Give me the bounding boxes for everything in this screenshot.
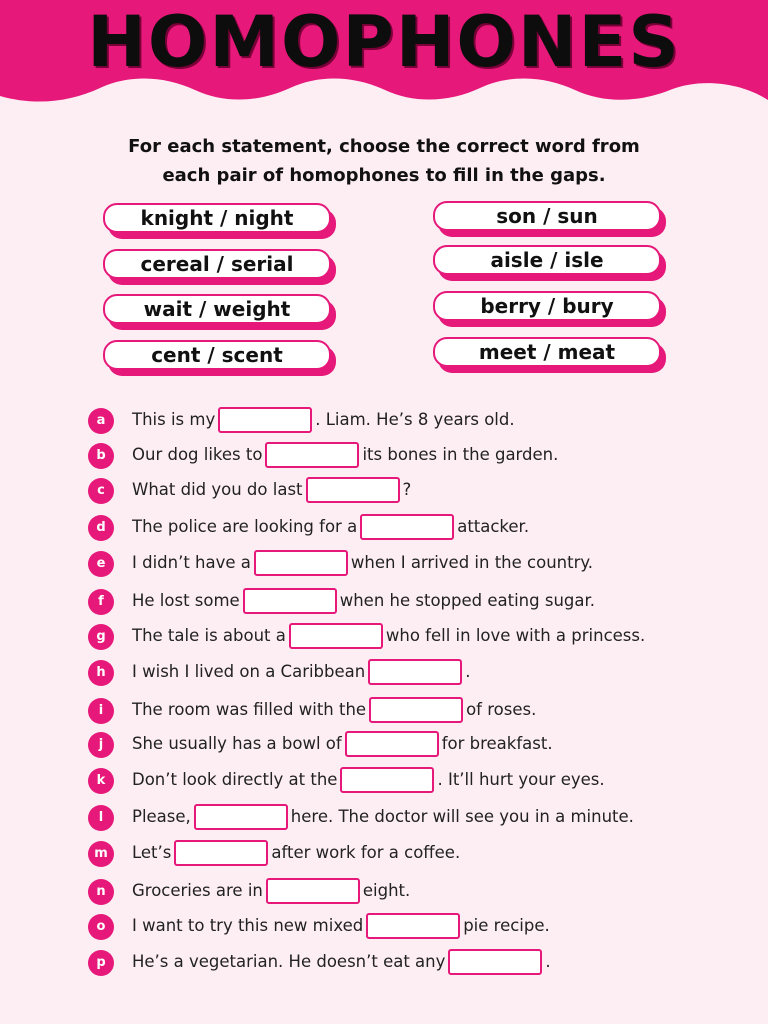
sentence-text-after: eight. (362, 881, 411, 900)
pair-pill: berry / bury (433, 291, 661, 321)
answer-blank[interactable] (448, 949, 542, 975)
pair-pill: aisle / isle (433, 245, 661, 275)
sentence-text-after: of roses. (466, 700, 537, 719)
answer-blank[interactable] (265, 442, 359, 468)
item-letter-badge: n (88, 879, 114, 905)
item-letter-badge: j (88, 732, 114, 758)
sentence-text-before: This is my (132, 410, 216, 429)
item-letter-badge: d (88, 515, 114, 541)
item-letter-badge: b (88, 443, 114, 469)
answer-blank[interactable] (345, 731, 439, 757)
sentence-text-after: ? (402, 480, 412, 499)
item-letter-badge: i (88, 698, 114, 724)
answer-blank[interactable] (340, 767, 434, 793)
pair-pill: knight / night (103, 203, 331, 233)
sentence-text-before: I didn’t have a (132, 553, 251, 572)
sentence-row (88, 405, 748, 435)
answer-blank[interactable] (174, 840, 268, 866)
sentence-text-before: I wish I lived on a Caribbean (132, 662, 366, 681)
sentence-row (88, 586, 748, 616)
sentence-text-after: its bones in the garden. (362, 445, 559, 464)
sentence-text-after: when I arrived in the country. (350, 553, 594, 572)
answer-blank[interactable] (289, 623, 383, 649)
page-title: HOMOPHONES (87, 1, 681, 83)
sentence-row (88, 475, 748, 505)
sentence-row (88, 876, 748, 906)
sentence-text-before: What did you do last (132, 480, 303, 499)
sentence-text-after: after work for a coffee. (271, 843, 461, 862)
sentence-text-before: I want to try this new mixed (132, 916, 364, 935)
sentence-text-after: . It’ll hurt your eyes. (437, 770, 605, 789)
sentence-text-after: . (545, 952, 551, 971)
sentence-row (88, 729, 748, 759)
item-letter-badge: a (88, 408, 114, 434)
answer-blank[interactable] (306, 477, 400, 503)
item-letter-badge: c (88, 478, 114, 504)
sentence-row (88, 947, 748, 977)
item-letter-badge: h (88, 660, 114, 686)
sentence-text-before: Don’t look directly at the (132, 770, 338, 789)
sentence-row (88, 695, 748, 725)
sentence-text-before: The tale is about a (132, 626, 286, 645)
answer-blank[interactable] (369, 697, 463, 723)
pair-pill: meet / meat (433, 337, 661, 367)
instructions-line-2: each pair of homophones to fill in the gaps. (162, 165, 606, 186)
sentence-row (88, 911, 748, 941)
answer-blank[interactable] (218, 407, 312, 433)
instructions-line-1: For each statement, choose the correct word from (128, 136, 640, 157)
sentence-text-after: when he stopped eating sugar. (339, 591, 596, 610)
sentence-text-before: Let’s (132, 843, 172, 862)
sentence-row (88, 802, 748, 832)
answer-blank[interactable] (266, 878, 360, 904)
sentence-row (88, 548, 748, 578)
item-letter-badge: l (88, 805, 114, 831)
sentence-text-after: attacker. (457, 517, 530, 536)
sentence-text-before: Please, (132, 807, 191, 826)
answer-blank[interactable] (243, 588, 337, 614)
sentence-text-after: who fell in love with a princess. (385, 626, 646, 645)
item-letter-badge: f (88, 589, 114, 615)
instructions (84, 132, 684, 190)
answer-blank[interactable] (368, 659, 462, 685)
sentence-row (88, 657, 748, 687)
sentence-text-after: for breakfast. (441, 734, 553, 753)
sentence-row (88, 765, 748, 795)
item-letter-badge: e (88, 551, 114, 577)
sentence-text-before: He’s a vegetarian. He doesn’t eat any (132, 952, 446, 971)
sentence-text-before: She usually has a bowl of (132, 734, 342, 753)
answer-blank[interactable] (254, 550, 348, 576)
sentence-text-before: Our dog likes to (132, 445, 263, 464)
sentence-row (88, 621, 748, 651)
answer-blank[interactable] (366, 913, 460, 939)
sentence-text-after: pie recipe. (463, 916, 550, 935)
answer-blank[interactable] (360, 514, 454, 540)
sentence-text-after: here. The doctor will see you in a minute. (290, 807, 634, 826)
sentence-text-before: He lost some (132, 591, 240, 610)
item-letter-badge: m (88, 841, 114, 867)
sentence-text-before: The room was filled with the (132, 700, 367, 719)
pair-pill: wait / weight (103, 294, 331, 324)
sentence-row (88, 512, 748, 542)
sentence-text-after: . (465, 662, 471, 681)
sentence-text-before: Groceries are in (132, 881, 263, 900)
sentence-text-before: The police are looking for a (132, 517, 358, 536)
sentence-text-after: . Liam. He’s 8 years old. (315, 410, 515, 429)
item-letter-badge: g (88, 624, 114, 650)
pair-pill: cereal / serial (103, 249, 331, 279)
header-banner (0, 0, 768, 115)
sentence-row (88, 838, 748, 868)
item-letter-badge: k (88, 768, 114, 794)
pair-pill: cent / scent (103, 340, 331, 370)
item-letter-badge: p (88, 950, 114, 976)
answer-blank[interactable] (194, 804, 288, 830)
item-letter-badge: o (88, 914, 114, 940)
sentence-row (88, 440, 748, 470)
pair-pill: son / sun (433, 201, 661, 231)
